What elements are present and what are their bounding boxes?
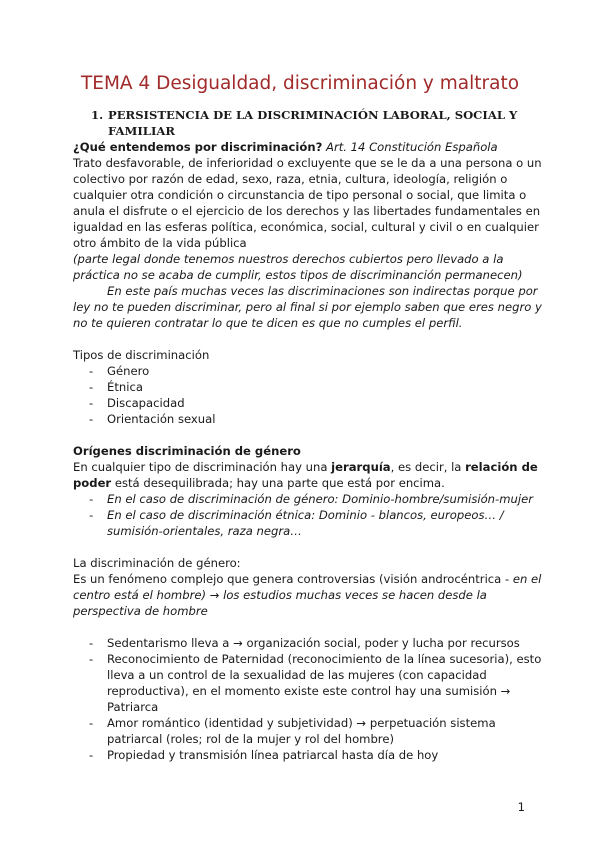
- list-item: - En el caso de discriminación étnica: Dominio - blancos, europeos… / sumisión-orientales, raza negra…: [89, 508, 504, 538]
- list-item: - En el caso de discriminación de género: Dominio-hombre/sumisión-mujer: [89, 492, 533, 506]
- country-note-line: ley no te pueden discriminar, pero al final si por ejemplo saben que eres negro y: [73, 300, 542, 314]
- gender-paragraph-line: centro está el hombre) → los estudios muchas veces se hacen desde la: [73, 588, 487, 602]
- body-content: [73, 139, 542, 763]
- list-item: - Orientación sexual: [89, 412, 216, 426]
- gender-paragraph-line: perspectiva de hombre: [73, 604, 208, 618]
- section-heading-line: FAMILIAR: [108, 124, 176, 138]
- definition-line: Trato desfavorable, de inferioridad o excluyente que se le da a una persona o un: [73, 156, 542, 170]
- country-note-line: En este país muchas veces las discriminaciones son indirectas porque por: [107, 284, 538, 298]
- question-text: ¿Qué entendemos por discriminación?: [73, 140, 323, 154]
- definition-line: igualdad en las esferas política, económica, social, cultural y civil o en cualquier: [73, 220, 539, 234]
- section-number: 1.: [91, 108, 104, 122]
- note-line: (parte legal donde tenemos nuestros derechos cubiertos pero llevado a la: [73, 252, 504, 266]
- origins-heading: Orígenes discriminación de género: [73, 444, 301, 458]
- list-item: - Género: [89, 364, 150, 378]
- document-title: TEMA 4 Desigualdad, discriminación y maltrato: [80, 73, 520, 94]
- origins-paragraph-line: En cualquier tipo de discriminación hay una jerarquía, es decir, la relación de: [73, 460, 538, 474]
- question-line: [73, 139, 533, 155]
- note-line: práctica no se acaba de cumplir, estos tipos de discriminanción permanecen): [73, 268, 523, 282]
- list-item: - Étnica: [89, 380, 143, 394]
- page-number: 1: [517, 800, 525, 814]
- gender-heading: La discriminación de género:: [73, 556, 241, 570]
- section-heading: [91, 107, 528, 139]
- definition-line: otro ámbito de la vida pública: [73, 236, 247, 250]
- origins-paragraph-line: poder está desequilibrada; hay una parte que está por encima.: [73, 476, 445, 490]
- definition-line: cualquier otra condición o circunstancia de tipo personal o social, que limita o: [73, 188, 527, 202]
- list-item: - Reconocimiento de Paternidad (reconocimiento de la línea sucesoria), esto lleva a un control de la sexualidad de las mujeres (con capacidad reproductiva), en el momento existe este control hay una sumisión → Patriarca: [89, 652, 542, 714]
- list-item: - Amor romántico (identidad y subjetividad) → perpetuación sistema patriarcal (roles; rol de la mujer y rol del hombre): [89, 716, 496, 746]
- definition-line: colectivo por razón de edad, sexo, raza, etnia, cultura, ideología, religión o: [73, 172, 508, 186]
- list-item: - Sedentarismo lleva a → organización social, poder y lucha por recursos: [89, 636, 520, 650]
- types-heading: Tipos de discriminación: [73, 348, 210, 362]
- list-item: - Discapacidad: [89, 396, 185, 410]
- country-note-line: no te quieren contratar lo que te dicen es que no cumples el perfil.: [73, 316, 463, 330]
- list-item: - Propiedad y transmisión línea patriarcal hasta día de hoy: [89, 748, 439, 762]
- definition-line: anula el disfrute o el ejercicio de los derechos y las libertades fundamentales en: [73, 204, 541, 218]
- question-reference: Art. 14 Constitución Española: [322, 140, 498, 154]
- gender-paragraph-line: Es un fenómeno complejo que genera controversias (visión androcéntrica - en el: [73, 572, 542, 586]
- section-heading-line: PERSISTENCIA DE LA DISCRIMINACIÓN LABORAL, SOCIAL Y: [108, 108, 518, 122]
